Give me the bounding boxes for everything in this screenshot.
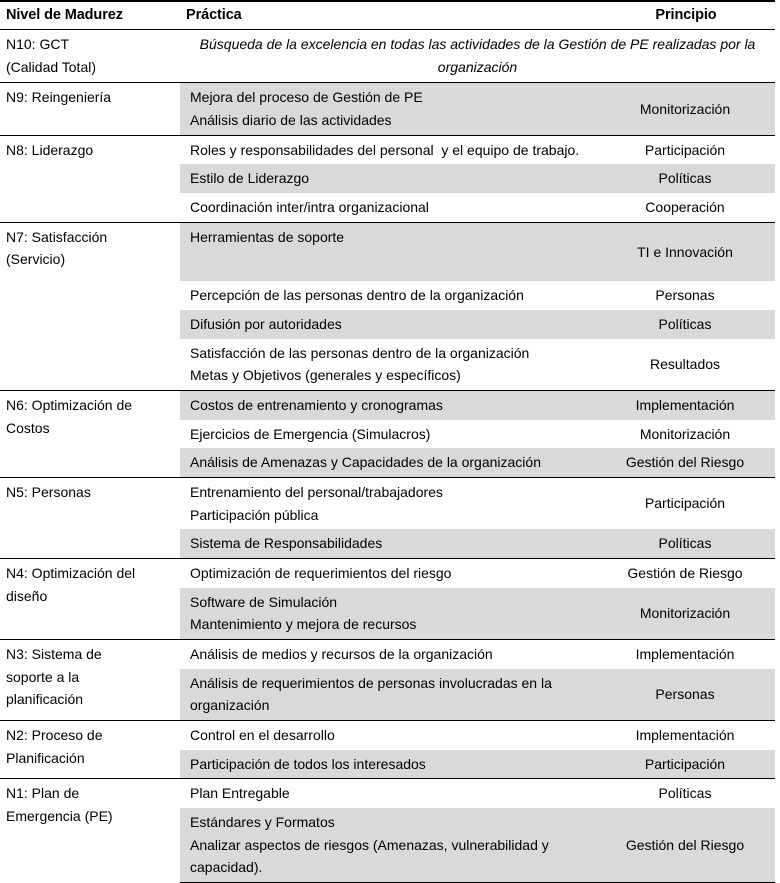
maturity-level-cell (0, 222, 180, 390)
principle-cell: Gestión del Riesgo (595, 448, 775, 477)
maturity-level-cell (0, 30, 180, 83)
principle-cell: Gestión de Riesgo (595, 559, 775, 588)
maturity-level-line: Planificación (6, 749, 85, 766)
table-row (0, 222, 775, 281)
table-row (0, 779, 775, 808)
practice-item: Participación pública (190, 506, 319, 523)
maturity-level-cell (0, 83, 180, 135)
table-row (0, 83, 775, 135)
practice-item: Software de Simulación (190, 593, 338, 610)
table-row (0, 559, 775, 588)
practice-cell (180, 669, 595, 721)
practice-cell (180, 529, 595, 558)
practice-cell (180, 281, 595, 310)
practice-item: Análisis de requerimientos de personas involucradas en la organización (190, 674, 556, 714)
practice-item: Analizar aspectos de riesgos (Amenazas, vulnerabilidad y capacidad). (190, 836, 553, 876)
maturity-level-line: N4: Optimización del (6, 565, 136, 582)
cell-spacer (190, 248, 587, 278)
maturity-level-line: N8: Liderazgo (6, 141, 94, 158)
principle-cell: Participación (595, 750, 775, 779)
maturity-level-line: N5: Personas (6, 484, 91, 501)
maturity-level-line: (Calidad Total) (6, 58, 97, 75)
principle-cell: Implementación (595, 721, 775, 750)
principle-cell: Políticas (595, 779, 775, 808)
maturity-level-cell (0, 135, 180, 222)
maturity-level-cell (0, 779, 180, 883)
practice-cell (180, 391, 595, 420)
principle-cell: Implementación (595, 640, 775, 669)
practice-cell (180, 478, 595, 530)
column-header-nivel: Nivel de Madurez (0, 1, 180, 30)
practice-cell (180, 448, 595, 477)
principle-cell: Participación (595, 135, 775, 164)
practice-cell (180, 559, 595, 588)
column-header-principio: Principio (595, 1, 775, 30)
practice-item: Estándares y Formatos (190, 814, 335, 831)
table-row (0, 135, 775, 164)
level-banner-text: Búsqueda de la excelencia en todas las actividades de la Gestión de PE realizadas por la organización (180, 30, 775, 83)
table-row (0, 478, 775, 530)
practice-item: Análisis de Amenazas y Capacidades de la organización (190, 454, 541, 471)
practice-item: Análisis de medios y recursos de la organización (190, 646, 493, 663)
principle-cell: Implementación (595, 391, 775, 420)
practice-cell (180, 339, 595, 391)
maturity-level-cell (0, 559, 180, 640)
practice-cell (180, 721, 595, 750)
maturity-level-line: diseño (6, 587, 48, 604)
practice-item: Difusión por autoridades (190, 316, 342, 333)
practice-item: Estilo de Liderazgo (190, 170, 310, 187)
practice-cell (180, 750, 595, 779)
maturity-level-line: planificación (6, 691, 84, 708)
principle-cell: Políticas (595, 164, 775, 193)
maturity-level-cell (0, 478, 180, 559)
principle-cell: Participación (595, 478, 775, 530)
practice-item: Percepción de las personas dentro de la organización (190, 287, 524, 304)
principle-cell: TI e Innovación (595, 222, 775, 281)
practice-item: Participación de todos los interesados (190, 755, 426, 772)
maturity-level-line: N10: GCT (6, 36, 70, 52)
practice-item: Optimización de requerimientos del riesgo (190, 565, 452, 582)
maturity-level-cell (0, 640, 180, 721)
table-row (0, 721, 775, 750)
practice-item: Control en el desarrollo (190, 727, 335, 744)
principle-cell: Personas (595, 281, 775, 310)
practice-cell (180, 808, 595, 883)
practice-cell (180, 222, 595, 281)
practice-item: Coordinación inter/intra organizacional (190, 199, 429, 216)
practice-item: Herramientas de soporte (190, 228, 345, 245)
practice-cell (180, 135, 595, 164)
maturity-level-line: N1: Plan de (6, 785, 80, 802)
principle-cell: Personas (595, 669, 775, 721)
maturity-level-cell (0, 391, 180, 478)
practice-cell (180, 310, 595, 339)
maturity-level-line: soporte a la (6, 668, 80, 685)
principle-cell: Resultados (595, 339, 775, 391)
practice-item: Costos de entrenamiento y cronogramas (190, 397, 443, 414)
maturity-level-line: N2: Proceso de (6, 727, 103, 744)
maturity-level-line: N9: Reingeniería (6, 89, 112, 106)
practice-item: Análisis diario de las actividades (190, 112, 392, 129)
practice-cell (180, 164, 595, 193)
practice-item: Entrenamiento del personal/trabajadores (190, 484, 443, 501)
principle-cell: Políticas (595, 310, 775, 339)
practice-cell (180, 420, 595, 449)
maturity-level-line: N7: Satisfacción (6, 228, 108, 245)
practice-cell (180, 640, 595, 669)
principle-cell: Monitorización (595, 83, 775, 135)
principle-cell: Políticas (595, 529, 775, 558)
practice-item: Satisfacción de las personas dentro de la organización (190, 344, 530, 361)
practice-item: Mantenimiento y mejora de recursos (190, 616, 417, 633)
practice-cell (180, 193, 595, 222)
principle-cell: Monitorización (595, 420, 775, 449)
table-body (0, 30, 775, 883)
practice-item: Sistema de Responsabilidades (190, 535, 383, 552)
maturity-level-line: N6: Optimización de (6, 397, 133, 414)
maturity-level-cell (0, 721, 180, 779)
practice-cell (180, 83, 595, 135)
principle-cell: Gestión del Riesgo (595, 808, 775, 883)
maturity-level-line: Emergencia (PE) (6, 808, 113, 825)
table-row (0, 640, 775, 669)
practice-item: Plan Entregable (190, 785, 290, 802)
maturity-level-line: Costos (6, 419, 50, 436)
practice-cell (180, 779, 595, 808)
column-header-practica: Práctica (180, 1, 595, 30)
table-row (0, 391, 775, 420)
practice-item: Metas y Objetivos (generales y específicos) (190, 367, 461, 384)
header-row (0, 1, 775, 30)
maturity-level-line: (Servicio) (6, 251, 66, 268)
principle-cell: Cooperación (595, 193, 775, 222)
practice-item: Ejercicios de Emergencia (Simulacros) (190, 425, 431, 442)
maturity-level-line: N3: Sistema de (6, 646, 102, 663)
principle-cell: Monitorización (595, 588, 775, 640)
practice-cell (180, 588, 595, 640)
table-header (0, 1, 775, 30)
practice-item: Mejora del proceso de Gestión de PE (190, 89, 423, 106)
practice-item: Roles y responsabilidades del personal y el equipo de trabajo. (190, 141, 580, 158)
table-row (0, 30, 775, 83)
